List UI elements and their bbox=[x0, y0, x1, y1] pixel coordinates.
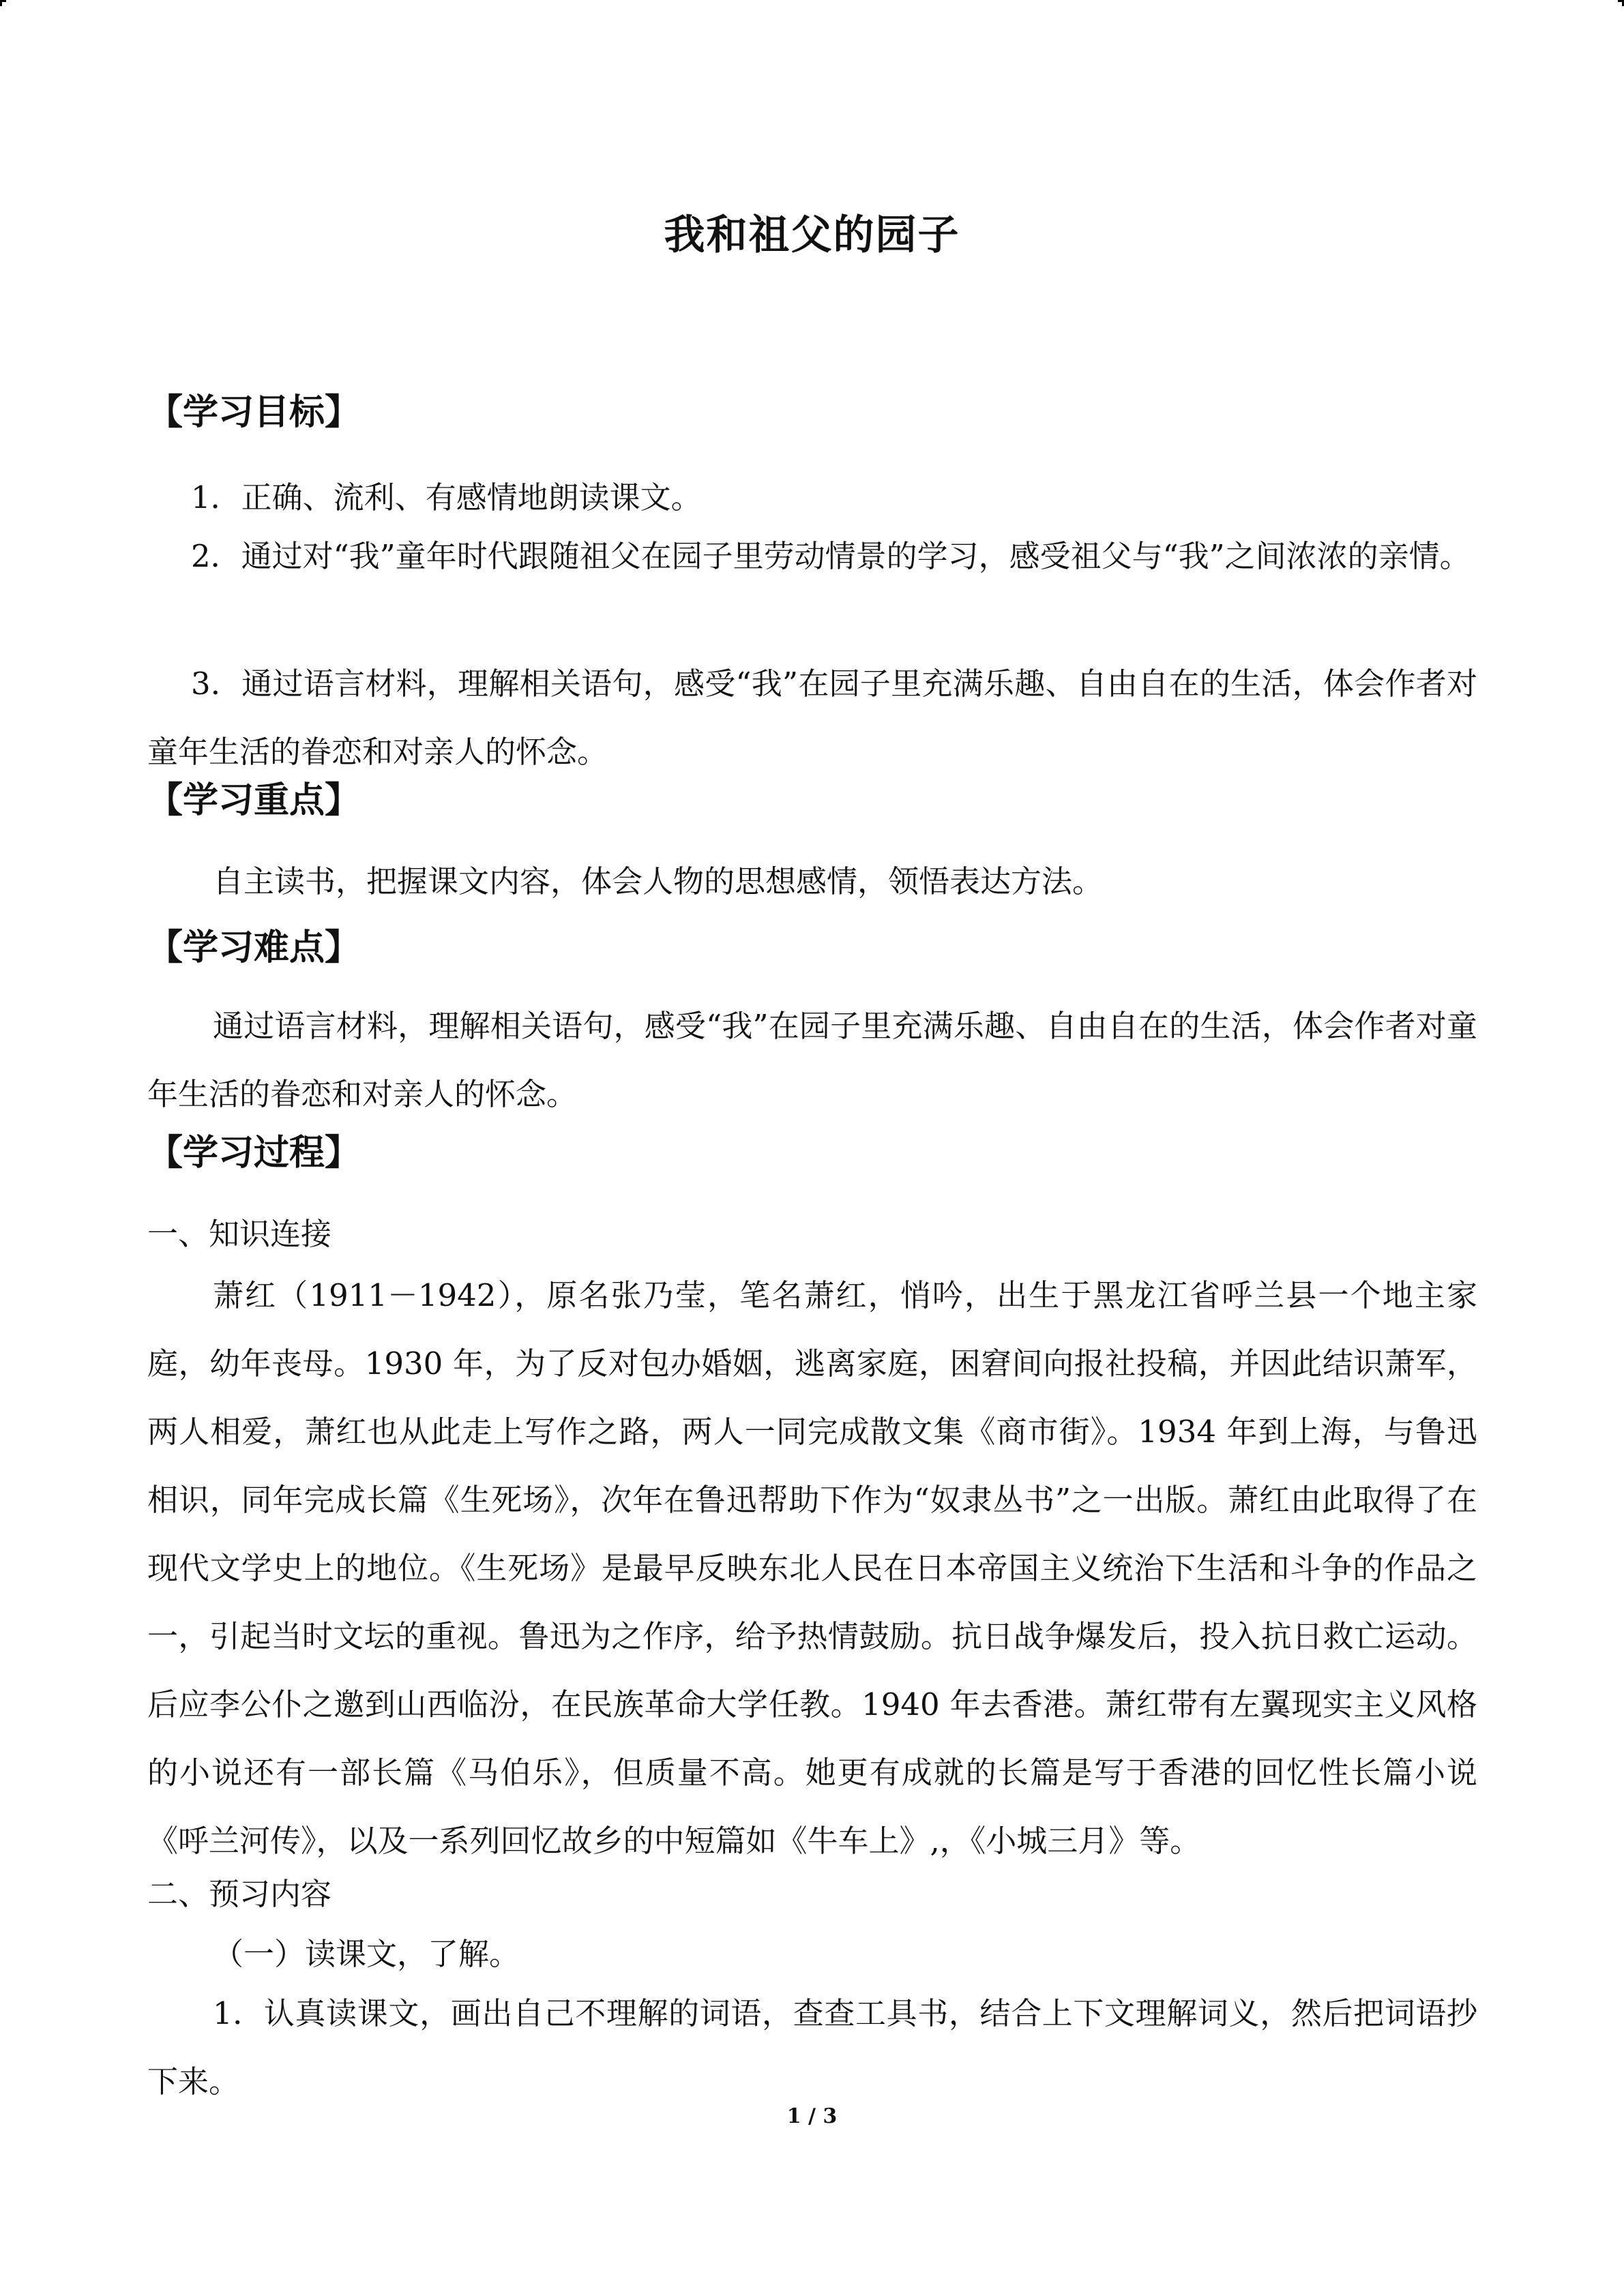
section-heading-difficulties: 【学习难点】 bbox=[147, 927, 361, 968]
goal-item-1: 1．正确、流利、有感情地朗读课文。 bbox=[191, 479, 702, 516]
section-heading-key-points: 【学习重点】 bbox=[147, 780, 361, 821]
key-points-text: 自主读书，把握课文内容，体会人物的思想感情，领悟表达方法。 bbox=[213, 863, 1104, 899]
page-number: 1 / 3 bbox=[786, 2104, 838, 2128]
process-part2-subtitle: （一）读课文，了解。 bbox=[213, 1936, 520, 1972]
process-part2-item1: 1．认真读课文，画出自己不理解的词语，查查工具书，结合上下文理解词义，然后把词语抄下来。 bbox=[147, 1995, 1477, 2100]
process-part1-text: 萧红（1911－1942），原名张乃莹，笔名萧红，悄吟，出生于黑龙江省呼兰县一个地主家庭，幼年丧母。1930 年，为了反对包办婚姻，逃离家庭，困窘间向报社投稿，并因此结识萧军，两人相爱，萧红也从此走上写作之路，两人一同完成散文集《商市街》。1934 年到上海，与鲁迅相识，同年完成长篇《生死场》，次年在鲁迅帮助下作为“奴隶丛书”之一出版。萧红由此取得了在现代文学史上的地位。《生死场》是最早反映东北人民在日本帝国主义统治下生活和斗争的作品之一，引起当时文坛的重视。鲁迅为之作序，给予热情鼓励。抗日战争爆发后，投入抗日救亡运动。后应李公仆之邀到山西临汾，在民族革命大学任教。1940 年去香港。萧红带有左翼现实主义风格的小说还有一部长篇《马伯乐》，但质量不高。她更有成就的长篇是写于香港的回忆性长篇小说《呼兰河传》，以及一系列回忆故乡的中短篇如《牛车上》,，《小城三月》等。 bbox=[147, 1277, 1477, 1859]
document-title: 我和祖父的园子 bbox=[664, 211, 960, 259]
difficulties-text: 通过语言材料，理解相关语句，感受“我”在园子里充满乐趣、自由自在的生活，体会作者对童年生活的眷恋和对亲人的怀念。 bbox=[147, 1008, 1477, 1112]
goal-item-2: 2．通过对“我”童年时代跟随祖父在园子里劳动情景的学习，感受祖父与“我”之间浓浓的亲情。 bbox=[191, 538, 1471, 574]
crop-mark-top-right bbox=[1618, 0, 1624, 6]
goal-item-3: 3．通过语言材料，理解相关语句，感受“我”在园子里充满乐趣、自由自在的生活，体会作者对童年生活的眷恋和对亲人的怀念。 bbox=[147, 666, 1477, 770]
process-part1-title: 一、知识连接 bbox=[147, 1216, 332, 1252]
crop-mark-top-left bbox=[0, 0, 6, 6]
process-part2-title: 二、预习内容 bbox=[147, 1876, 332, 1912]
section-heading-process: 【学习过程】 bbox=[147, 1133, 361, 1174]
section-heading-goals: 【学习目标】 bbox=[147, 392, 361, 433]
